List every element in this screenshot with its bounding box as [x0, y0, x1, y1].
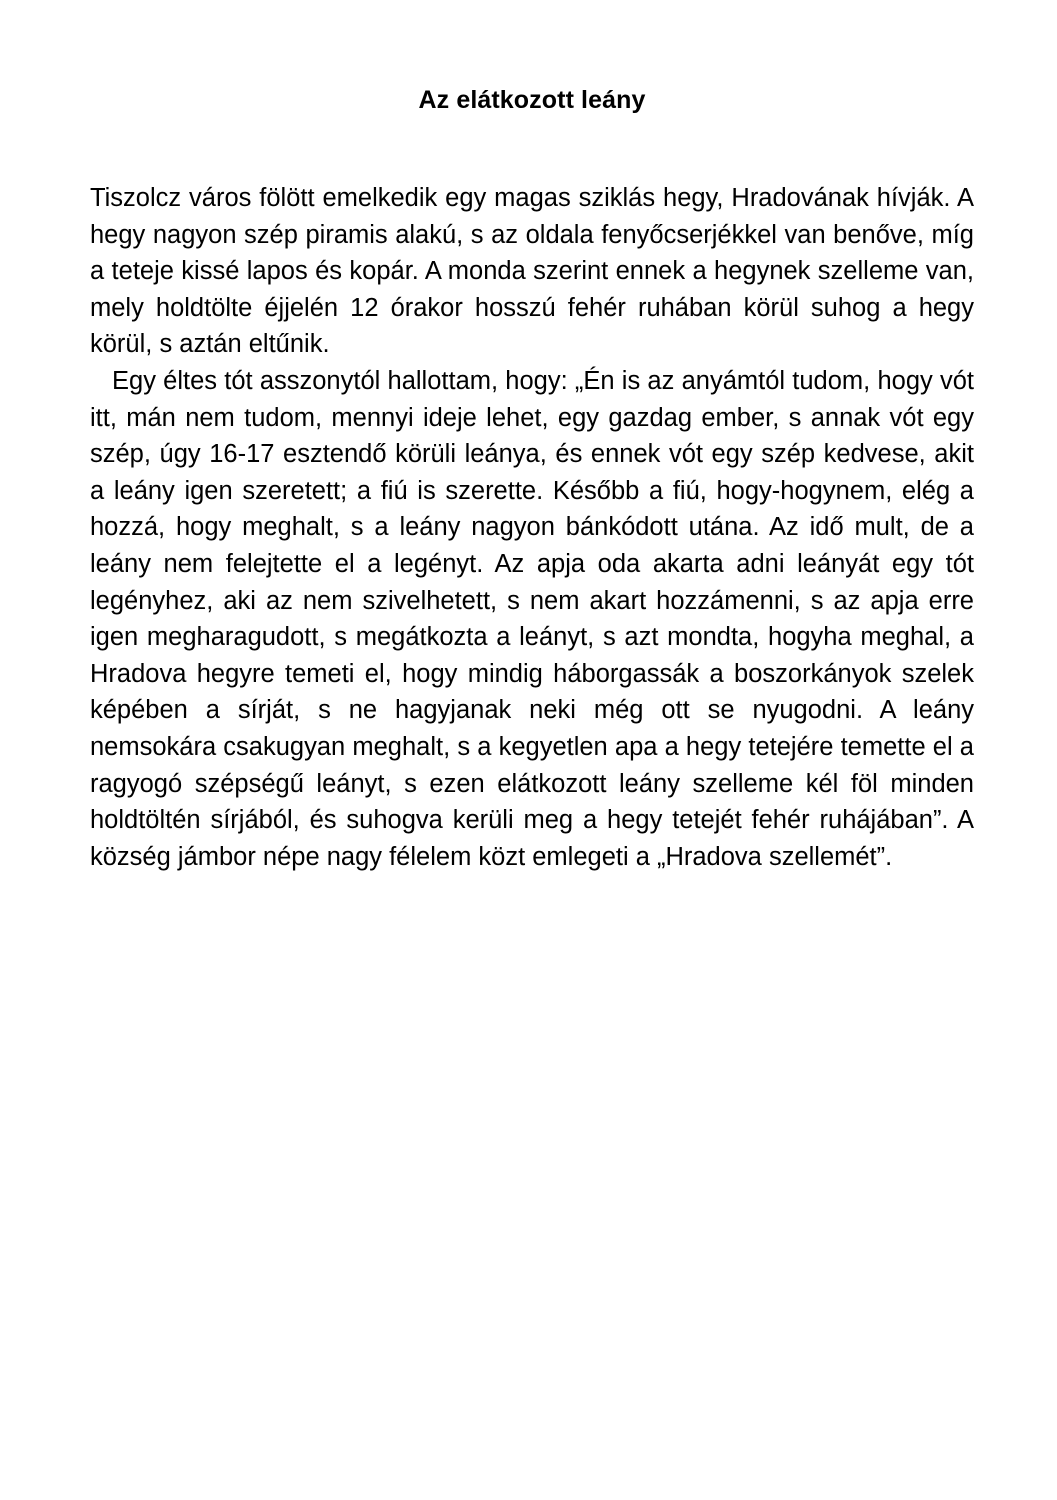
paragraph-quote	[90, 363, 974, 875]
title-spacer	[90, 118, 974, 180]
paragraph-quote-text: Egy éltes tót asszonytól hallottam, hogy: „Én is az anyámtól tudom, hogy vót itt, mán nem tudom, mennyi ideje lehet, egy gazdag ember, s annak vót egy szép, úgy 16-17 esztendő körüli leánya, és ennek vót egy szép kedvese, akit a leány igen szeretett; a fiú is szerette. Később a fiú, hogy-hogynem, elég a hozzá, hogy meghalt, s a leány nagyon bánkódott utána. Az idő mult, de a leány nem felejtette el a legényt. Az apja oda akarta adni leányát egy tót legényhez, aki az nem szivelhetett, s nem akart hozzámenni, s az apja erre igen megharagudott, s megátkozta a leányt, s azt mondta, hogyha meghal, a Hradova hegyre temeti el, hogy mindig háborgassák a boszorkányok szelek képében a sírját, s ne hagyjanak neki még ott se nyugodni. A leány nemsokára csakugyan meghalt, s a kegyetlen apa a hegy tetejére temette el a ragyogó szépségű leányt, s ezen elátkozott leány szelleme kél föl minden holdtöltén sírjából, és suhogva kerüli meg a hegy tetejét fehér ruhájában”. A község jámbor népe nagy félelem közt emlegeti a „Hradova szellemét”.	[90, 366, 974, 871]
paragraph-intro: Tiszolcz város fölött emelkedik egy magas sziklás hegy, Hradovának hívják. A hegy nagyon szép piramis alakú, s az oldala fenyőcserjékkel van benőve, míg a teteje kissé lapos és kopár. A monda szerint ennek a hegynek szelleme van, mely holdtölte éjjelén 12 órakor hosszú fehér ruhában körül suhog a hegy körül, s aztán eltűnik.	[90, 184, 974, 359]
document-body	[90, 82, 974, 875]
page-title: Az elátkozott leány	[418, 86, 646, 114]
